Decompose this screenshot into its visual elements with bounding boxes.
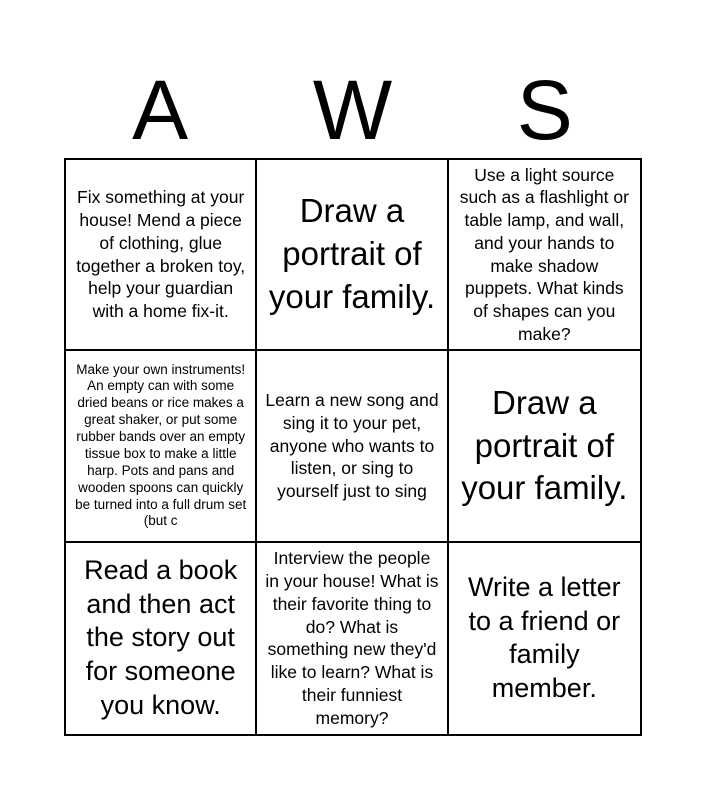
cell-text: Learn a new song and sing it to your pet, anyone who wants to listen, or sing to yourself just to sing bbox=[265, 390, 439, 502]
bingo-cell-r3c1[interactable] bbox=[66, 543, 257, 734]
cell-text: Fix something at your house! Mend a piece of clothing, glue together a broken toy, help your guardian with a home fix-it. bbox=[76, 187, 246, 322]
cell-text: Draw a portrait of your family. bbox=[461, 383, 628, 507]
bingo-cell-r1c1[interactable] bbox=[66, 160, 257, 351]
bingo-cell-r2c2[interactable] bbox=[257, 351, 448, 542]
cell-text: Write a letter to a friend or family member. bbox=[468, 571, 621, 704]
bingo-cell-r1c3[interactable] bbox=[449, 160, 640, 351]
cell-text: Draw a portrait of your family. bbox=[268, 192, 436, 316]
bingo-cell-r3c3[interactable] bbox=[449, 543, 640, 734]
cell-text: Read a book and then act the story out for someone you know. bbox=[84, 554, 238, 720]
cell-text: Use a light source such as a flashlight or table lamp, and wall, and your hands to make shadow puppets. What kinds of shapes can you make? bbox=[459, 164, 629, 344]
bingo-cell-r2c1[interactable] bbox=[66, 351, 257, 542]
header-letter-s: S bbox=[516, 62, 573, 157]
bingo-cell-r1c2[interactable] bbox=[257, 160, 448, 351]
cell-text: Make your own instruments! An empty can with some dried beans or rice makes a great shaker, or put some rubber bands over an empty tissue box to make a little harp. Pots and pans and wooden spoons can quickly be turned into a full drum set (but c bbox=[75, 361, 247, 529]
bingo-board bbox=[64, 158, 642, 736]
header-letter-a: A bbox=[132, 62, 189, 157]
bingo-header bbox=[64, 62, 641, 157]
bingo-cell-r2c3[interactable] bbox=[449, 351, 640, 542]
bingo-cell-r3c2[interactable] bbox=[257, 543, 448, 734]
cell-text: Interview the people in your house! What is their favorite thing to do? What is something new they'd like to learn? What is their funniest memory? bbox=[265, 548, 439, 728]
header-letter-w: W bbox=[312, 62, 393, 157]
